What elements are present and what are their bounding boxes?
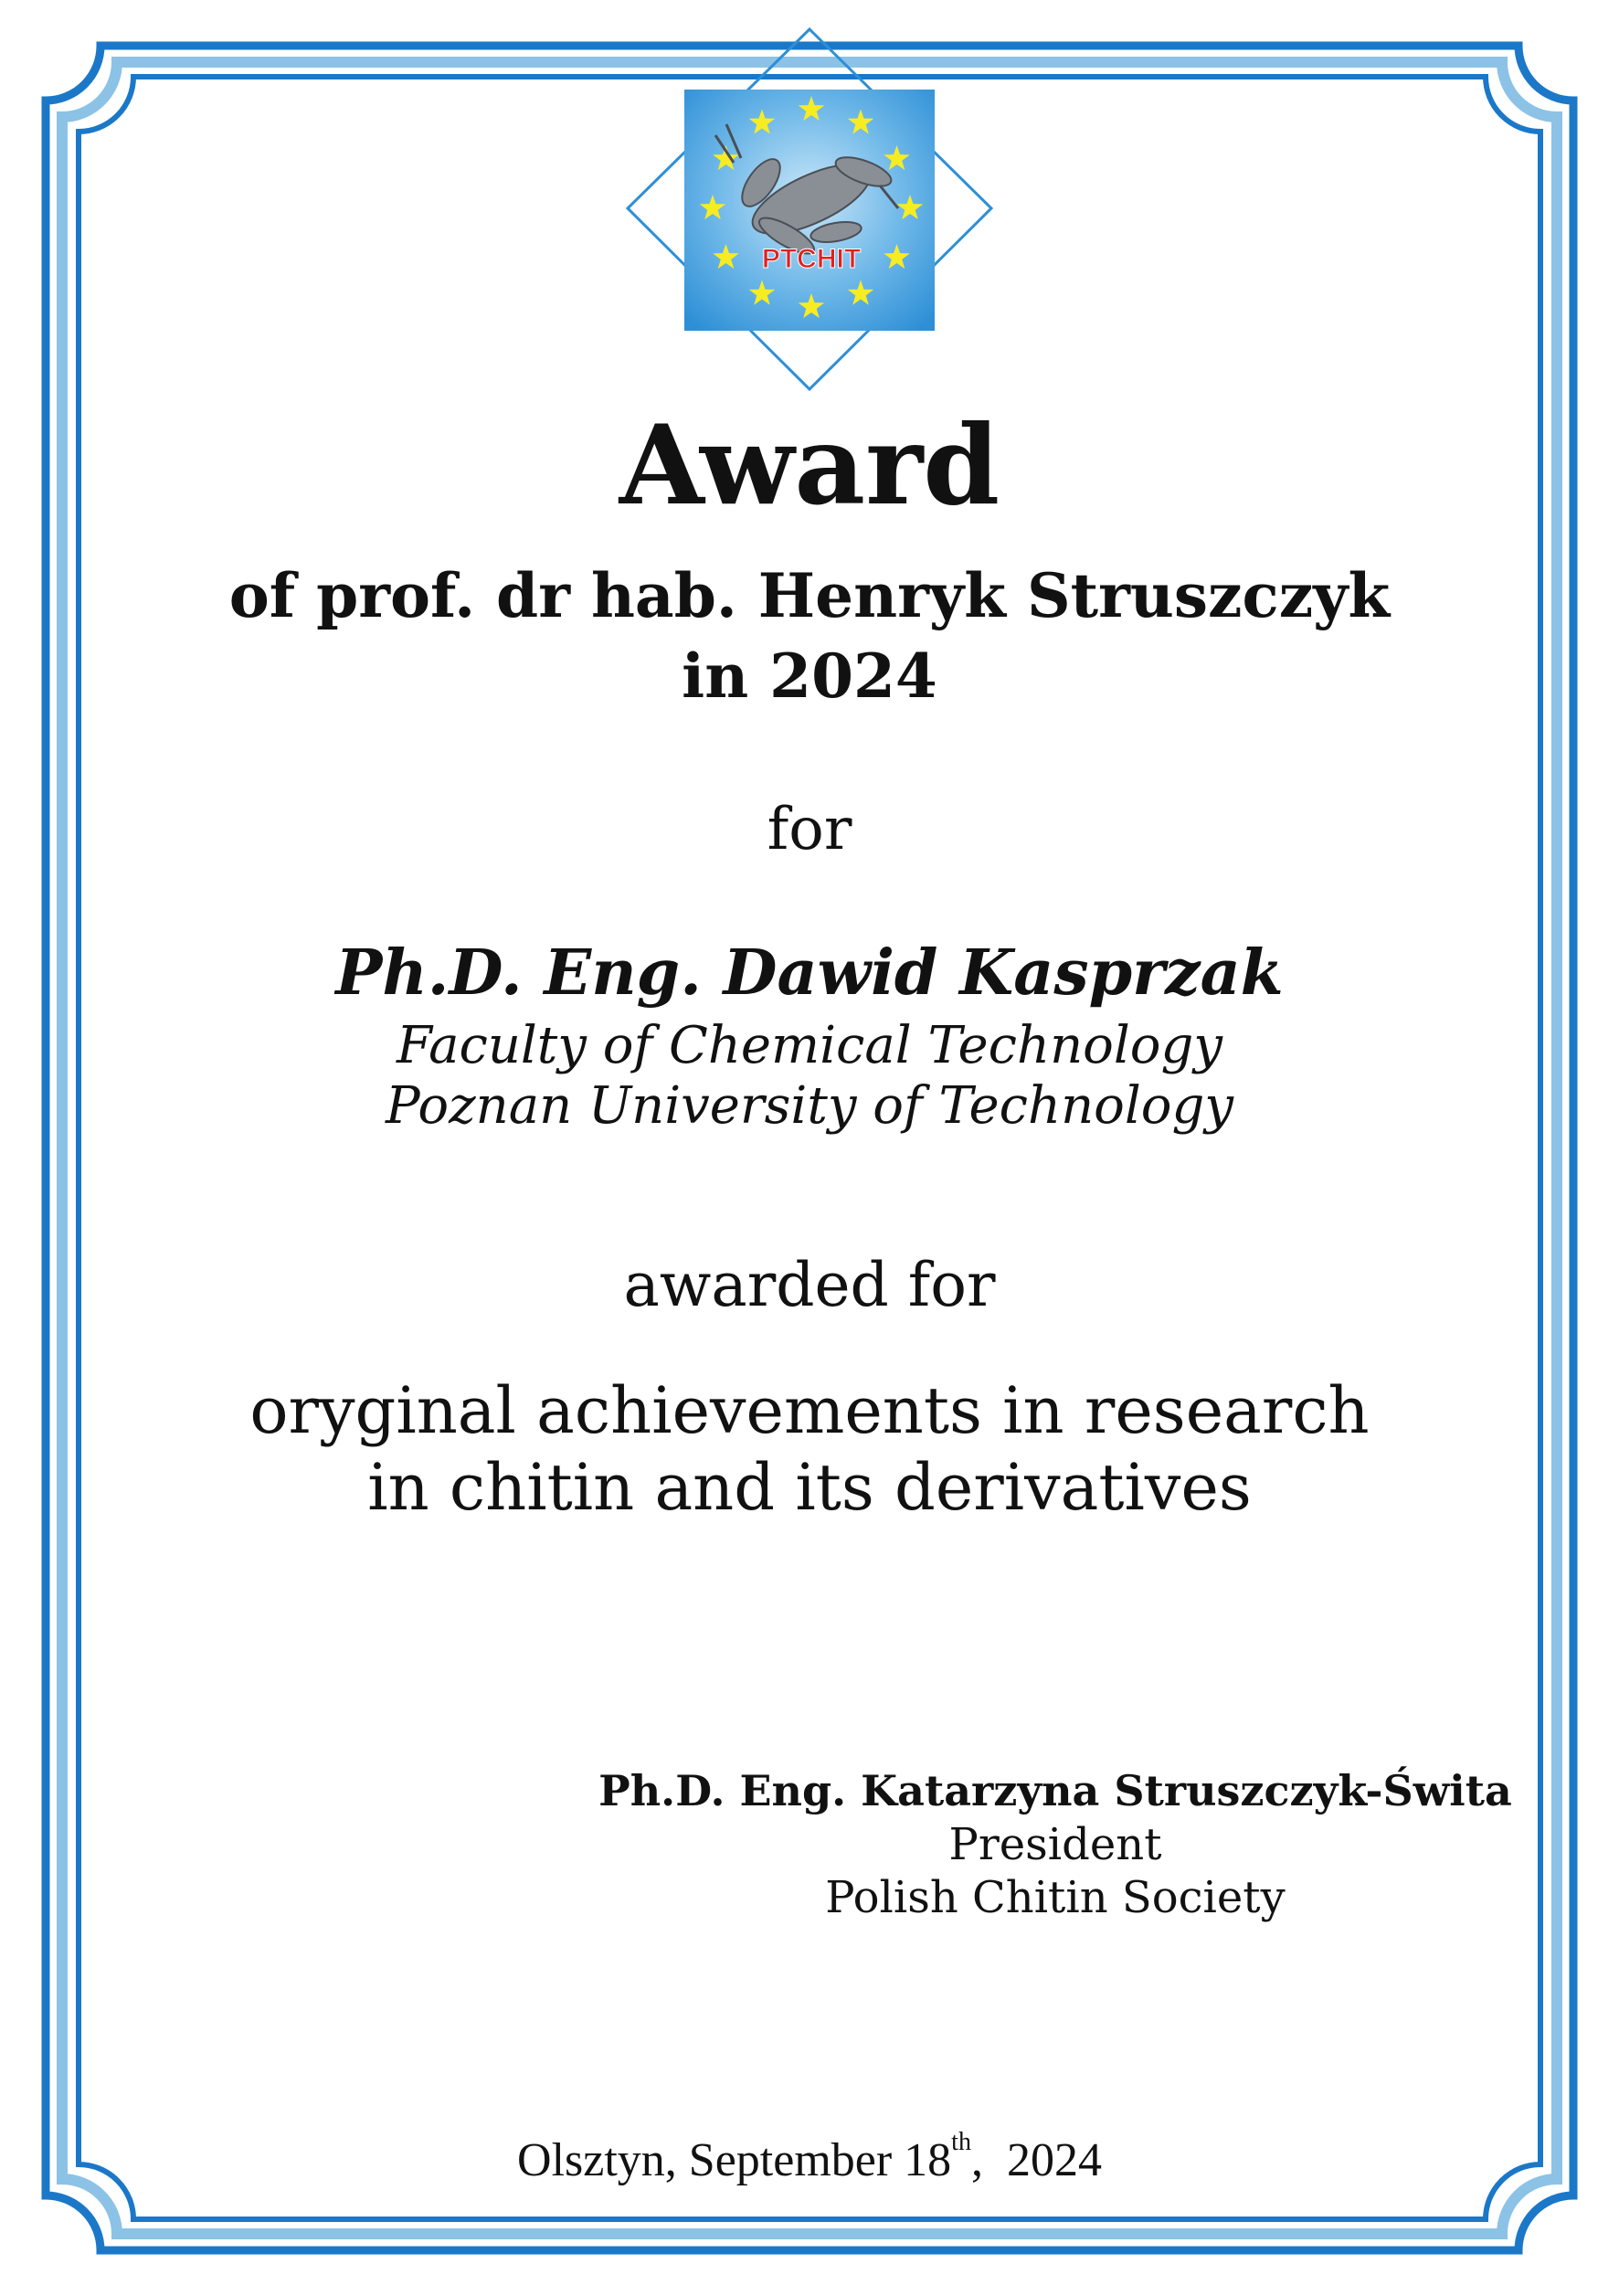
subtitle-line-1: of prof. dr hab. Henryk Struszczyk [228, 560, 1391, 631]
affiliation-line-2: Poznan University of Technology [386, 1076, 1233, 1136]
subtitle-line-2: in 2024 [682, 640, 937, 712]
awarded-for-label: awarded for [623, 1250, 996, 1320]
date-year: , 2024 [970, 2134, 1102, 2186]
affiliation-line-1: Faculty of Chemical Technology [397, 1016, 1222, 1075]
signatory-organization: Polish Chitin Society [825, 1872, 1286, 1923]
award-reason [0, 1372, 1619, 1526]
ptchit-logo [624, 26, 995, 395]
date-place-month: Olsztyn, September 18 [517, 2134, 952, 2186]
recipient-affiliation [0, 1016, 1619, 1137]
for-label: for [767, 796, 852, 863]
award-subtitle [0, 555, 1619, 716]
logo-text: PTCHIT [761, 244, 862, 274]
reason-line-2: in chitin and its derivatives [367, 1450, 1252, 1525]
signatory-title: President [948, 1819, 1162, 1870]
reason-line-1: oryginal achievements in research [249, 1373, 1370, 1448]
date-ordinal-suffix: th [951, 2128, 971, 2156]
recipient-name: Ph.D. Eng. Dawid Kasprzak [335, 936, 1284, 1010]
signature-block [566, 1763, 1544, 1924]
award-title: Award [619, 401, 1000, 530]
signatory-name: Ph.D. Eng. Katarzyna Struszczyk-Świta [598, 1766, 1512, 1815]
issue-date [0, 2129, 1619, 2193]
